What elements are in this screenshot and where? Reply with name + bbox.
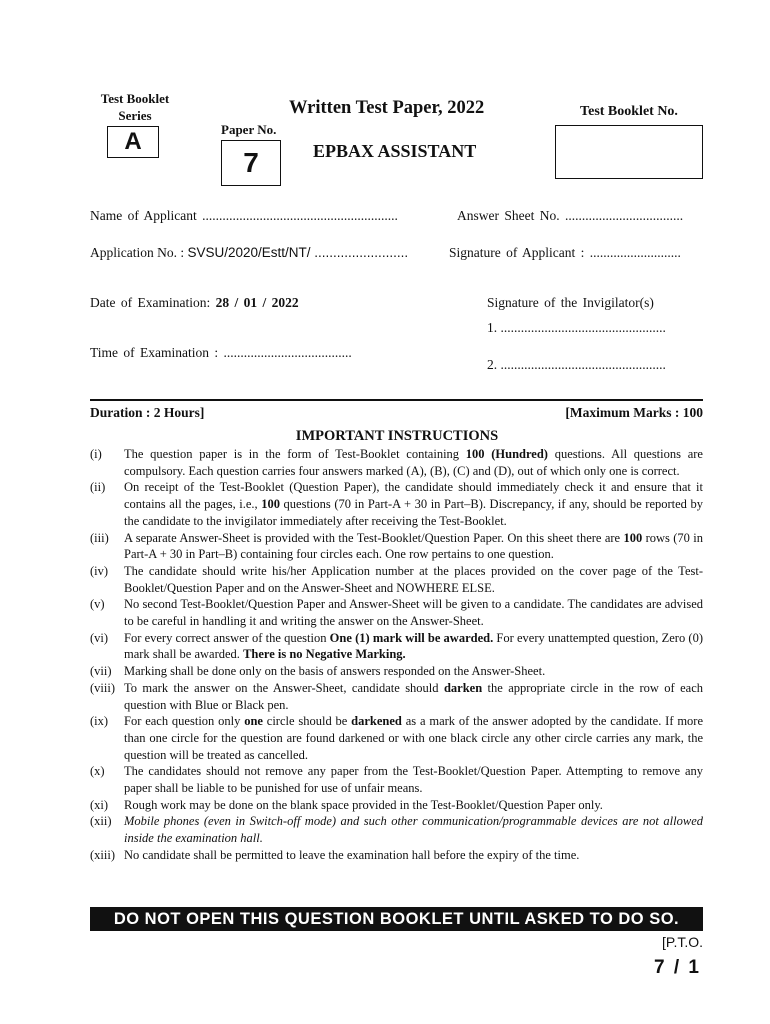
invigilator-signature-line-2: 2. .................................................	[487, 357, 666, 372]
instruction-emphasis: 100	[623, 530, 643, 545]
instruction-segment: Mobile phones (even in Switch-off mode) and such other communication/programmable devices are not allowed inside the examination hall.	[124, 814, 703, 846]
instruction-emphasis: darkened	[351, 714, 402, 729]
instruction-item	[90, 530, 703, 563]
pto-label: [P.T.O.	[662, 934, 703, 950]
duration: Duration : 2 Hours]	[90, 405, 205, 420]
instruction-number: (xiii)	[90, 847, 115, 862]
applicant-name-field: Name of Applicant ..........................................................	[90, 208, 398, 223]
series-value-box: A	[107, 126, 159, 158]
instruction-number: (iv)	[90, 563, 109, 578]
instruction-number: (iii)	[90, 530, 109, 545]
series-label: Test Booklet Series	[100, 91, 170, 123]
instruction-segment: For every unattempted question, Zero (0) mark shall be awarded.	[124, 630, 703, 662]
exam-time-field: Time of Examination : ......................................	[90, 345, 352, 360]
instruction-number: (vii)	[90, 664, 112, 679]
instruction-segment: questions. All questions are compulsory. Each question carries four answers marked (A), (B), (C) and (D), out of which only one is correct.	[124, 447, 703, 478]
instruction-number: (vi)	[90, 630, 109, 645]
paper-no-value-box: 7	[221, 140, 281, 186]
instruction-text	[124, 530, 703, 563]
instruction-emphasis: There is no Negative Marking.	[243, 647, 406, 662]
instruction-text	[124, 663, 703, 680]
instructions-list	[90, 446, 703, 864]
instruction-item	[90, 680, 703, 713]
instruction-item	[90, 847, 703, 864]
instructions-heading: IMPORTANT INSTRUCTIONS	[295, 428, 499, 444]
instruction-item	[90, 563, 703, 596]
instruction-item	[90, 596, 703, 629]
invigilator-signature-line-1: 1. .................................................	[487, 320, 666, 335]
instruction-item	[90, 446, 703, 479]
booklet-no-box	[555, 125, 703, 179]
instruction-item	[90, 797, 703, 814]
instruction-text	[124, 713, 703, 763]
do-not-open-banner: DO NOT OPEN THIS QUESTION BOOKLET UNTIL ASKED TO DO SO.	[90, 907, 703, 931]
instruction-text	[124, 847, 703, 864]
paper-title: Written Test Paper, 2022	[289, 98, 485, 118]
instruction-segment: the appropriate circle in the row of each question with Blue or Black pen.	[124, 680, 703, 712]
instruction-segment: circle should be	[262, 714, 352, 729]
instruction-item	[90, 813, 703, 846]
instruction-item	[90, 479, 703, 529]
instruction-text	[124, 813, 703, 846]
instruction-text	[124, 797, 703, 814]
instruction-emphasis: one	[244, 714, 263, 729]
instruction-number: (xi)	[90, 797, 109, 812]
instruction-segment: For every correct answer of the question	[124, 630, 330, 645]
instruction-number: (xii)	[90, 814, 112, 829]
instruction-number: (i)	[90, 447, 102, 461]
instruction-number: (ii)	[90, 480, 106, 495]
paper-no-label: Paper No.	[221, 122, 277, 137]
instruction-number: (ix)	[90, 714, 109, 729]
instruction-text	[124, 763, 703, 796]
maximum-marks: [Maximum Marks : 100	[565, 405, 703, 420]
instruction-emphasis: darken	[443, 680, 483, 695]
booklet-no-label: Test Booklet No.	[580, 104, 678, 119]
instruction-segment: On receipt of the Test-Booklet (Question Paper), the candidate should immediately check it and ensure that it contains all the pages, i.e.,	[124, 480, 703, 512]
instruction-item	[90, 663, 703, 680]
instruction-segment: The candidates should not remove any paper from the Test-Booklet/Question Paper. Attempting to remove any paper shall be liable to be punished for use of unfair means.	[124, 764, 703, 796]
instruction-item	[90, 713, 703, 763]
post-title: EPBAX ASSISTANT	[313, 141, 477, 161]
instruction-number: (v)	[90, 597, 105, 612]
invigilator-signature-label: Signature of the Invigilator(s)	[487, 295, 654, 310]
instruction-emphasis: One (1) mark will be awarded.	[329, 630, 494, 645]
instruction-text	[124, 596, 703, 629]
instruction-item	[90, 630, 703, 663]
application-no-value: SVSU/2020/Estt/NT/ .........................	[187, 245, 409, 260]
instruction-segment: No candidate shall be permitted to leave the examination hall before the expiry of the time.	[124, 847, 580, 862]
instruction-text	[124, 479, 703, 529]
page-code: 7 / 1	[654, 957, 701, 978]
instruction-segment: as a mark of the answer adopted by the candidate. If more than one circle for the question are found darkened or with one black circle any other circle carries any mark, the question will be treated as cancelled.	[124, 714, 703, 762]
instruction-text	[124, 680, 703, 713]
instruction-segment: No second Test-Booklet/Question Paper and Answer-Sheet will be given to a candidate. The candidates are advised to be careful in handling it and writing the answer on the Answer-Sheet.	[124, 597, 703, 629]
instruction-text	[124, 446, 703, 479]
applicant-signature-field: Signature of Applicant : ...........................	[449, 245, 681, 260]
instruction-segment: questions (70 in Part-A + 30 in Part–B). Discrepancy, if any, should be reported by the candidate to the invigilator immediately after receiving the Test-Booklet.	[124, 497, 703, 528]
instruction-emphasis: 100	[261, 497, 280, 512]
instruction-segment: rows (70 in Part-A + 30 in Part–B) containing four circles each. One row pertains to one question.	[124, 530, 703, 562]
instruction-text	[124, 563, 703, 596]
instruction-item	[90, 763, 703, 796]
exam-date-label: Date of Examination:	[90, 295, 216, 310]
instruction-segment: A separate Answer-Sheet is provided with the Test-Booklet/Question Paper. On this sheet there are	[124, 530, 624, 545]
instruction-segment: Marking shall be done only on the basis of answers responded on the Answer-Sheet.	[124, 664, 546, 679]
exam-date-field	[90, 295, 299, 311]
instruction-number: (viii)	[90, 680, 115, 695]
instruction-segment: To mark the answer on the Answer-Sheet, candidate should	[124, 680, 444, 695]
instruction-emphasis: 100 (Hundred)	[465, 447, 548, 461]
instruction-text	[124, 630, 703, 663]
instruction-segment: For each question only	[124, 714, 245, 729]
section-divider	[90, 399, 703, 401]
application-no-label: Application No. :	[90, 245, 188, 260]
instruction-number: (x)	[90, 764, 105, 779]
exam-date-value: 28 / 01 / 2022	[215, 295, 299, 310]
instruction-segment: Rough work may be done on the blank space provided in the Test-Booklet/Question Paper only.	[124, 797, 603, 812]
application-no-field	[90, 245, 408, 261]
instruction-segment: The question paper is in the form of Test-Booklet containing	[124, 447, 466, 461]
instruction-segment: The candidate should write his/her Application number at the places provided on the cover page of the Test-Booklet/Question Paper and on the Answer-Sheet and NOWHERE ELSE.	[124, 563, 703, 595]
answer-sheet-no-field: Answer Sheet No. ...................................	[457, 208, 684, 223]
